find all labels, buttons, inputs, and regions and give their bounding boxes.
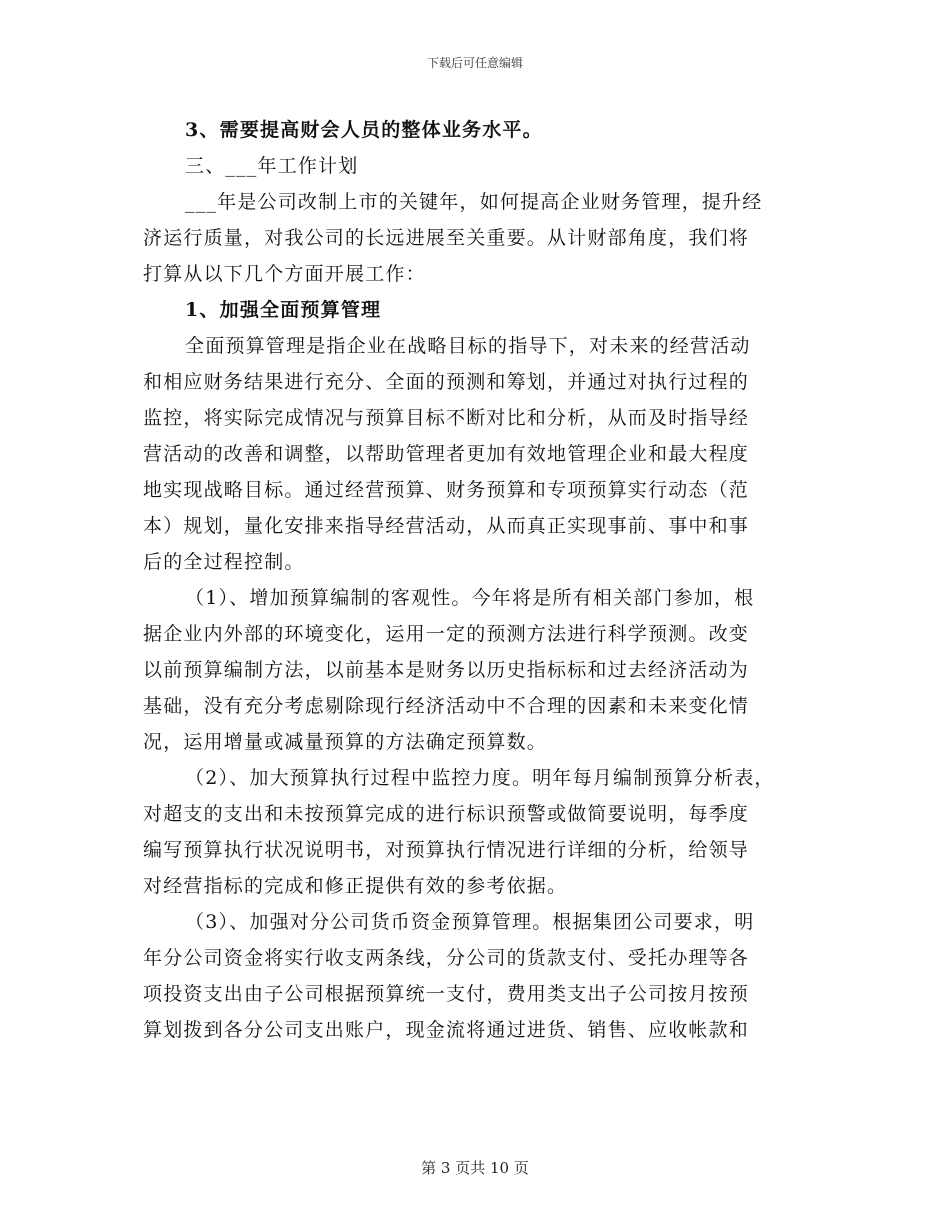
paragraph-line: 据企业内外部的环境变化，运用一定的预测方法进行科学预测。改变 (143, 623, 750, 645)
paragraph-line: 营活动的改善和调整，以帮助管理者更加有效地管理企业和最大程度 (143, 443, 750, 465)
paragraph-line: （2）、加大预算执行过程中监控力度。明年每月编制预算分析表， (185, 767, 775, 789)
paragraph-line: 对超支的支出和未按预算完成的进行标识预警或做简要说明，每季度 (143, 803, 750, 825)
section-heading: 三、___年工作计划 (185, 155, 359, 177)
subsection-heading: 1、加强全面预算管理 (185, 299, 382, 321)
paragraph-line: 况，运用增量或减量预算的方法确定预算数。 (143, 731, 548, 753)
list-item-heading: 3、需要提高财会人员的整体业务水平。 (185, 119, 543, 141)
paragraph-line: 后的全过程控制。 (143, 551, 305, 573)
paragraph-line: 算划拨到各分公司支出账户，现金流将通过进货、销售、应收帐款和 (143, 1019, 750, 1041)
paragraph-line: 监控，将实际完成情况与预算目标不断对比和分析，从而及时指导经 (143, 407, 750, 429)
paragraph-line: 对经营指标的完成和修正提供有效的参考依据。 (143, 875, 568, 897)
paragraph-line: 以前预算编制方法，以前基本是财务以历史指标标和过去经济活动为 (143, 659, 750, 681)
paragraph-line: 年分公司资金将实行收支两条线，分公司的货款支付、受托办理等各 (143, 947, 750, 969)
paragraph-line: 和相应财务结果进行充分、全面的预测和筹划，并通过对执行过程的 (143, 371, 750, 393)
paragraph-line: 项投资支出由子公司根据预算统一支付，费用类支出子公司按月按预 (143, 983, 750, 1005)
page-footer: 第 3 页共 10 页 (421, 1159, 529, 1177)
document-body (143, 112, 823, 1048)
paragraph-line: ___年是公司改制上市的关键年，如何提高企业财务管理，提升经 (185, 191, 763, 213)
paragraph-line: 地实现战略目标。通过经营预算、财务预算和专项预算实行动态（范 (143, 479, 750, 501)
page-header: 下载后可任意编辑 (426, 56, 523, 70)
paragraph-line: 全面预算管理是指企业在战略目标的指导下，对未来的经营活动 (185, 335, 751, 357)
paragraph-line: 济运行质量，对我公司的长远进展至关重要。从计财部角度，我们将 (143, 227, 750, 249)
paragraph-line: 本）规划，量化安排来指导经营活动，从而真正实现事前、事中和事 (143, 515, 750, 537)
paragraph-line: （3）、加强对分公司货币资金预算管理。根据集团公司要求，明 (185, 911, 755, 933)
paragraph-line: 打算从以下几个方面开展工作： (143, 263, 426, 285)
paragraph-line: 编写预算执行状况说明书，对预算执行情况进行详细的分析，给领导 (143, 839, 750, 861)
paragraph-line: 基础，没有充分考虑剔除现行经济活动中不合理的因素和未来变化情 (143, 695, 750, 717)
paragraph-line: （1）、增加预算编制的客观性。今年将是所有相关部门参加，根 (185, 587, 755, 609)
